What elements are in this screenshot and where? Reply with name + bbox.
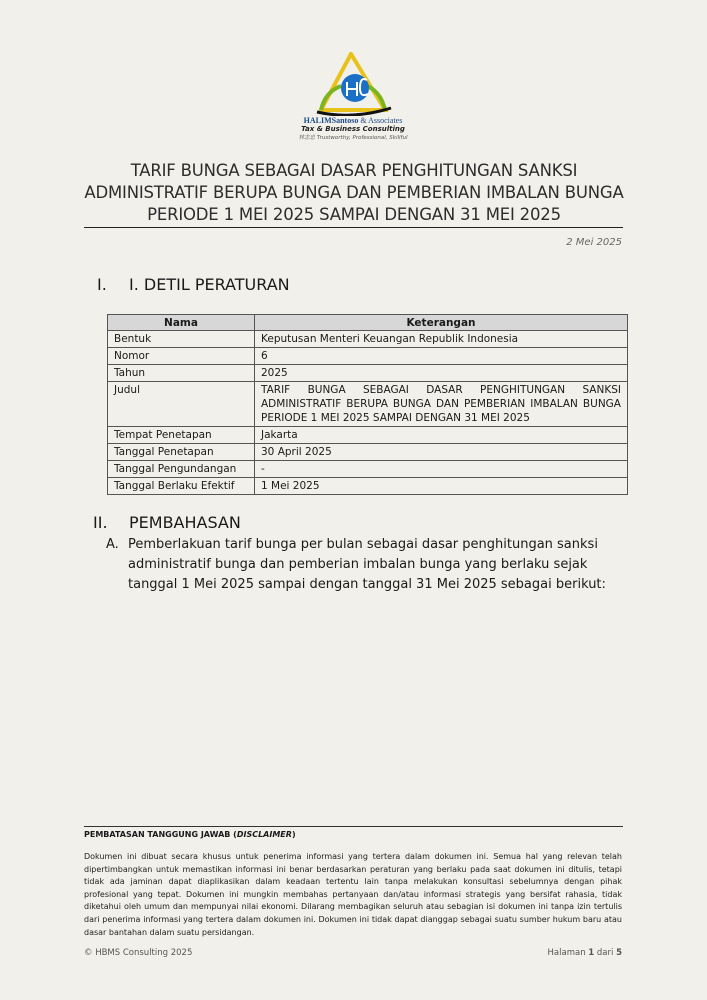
disclaimer-divider [84,826,623,827]
disclaimer-title-prefix: PEMBATASAN TANGGUNG JAWAB ( [84,830,237,839]
section-heading-1 [97,275,290,294]
section-title: PEMBAHASAN [129,513,241,532]
page-prefix: Halaman [547,948,589,958]
table-row [108,427,628,444]
row-value: 1 Mei 2025 [255,478,628,495]
title-line: ADMINISTRATIF BERUPA BUNGA DAN PEMBERIAN IMBALAN BUNGA [84,183,624,202]
title-divider [84,227,623,228]
table-row [108,444,628,461]
table-row [108,382,628,427]
table-row [108,365,628,382]
section-heading-2 [93,513,241,532]
regulation-details-table [107,314,628,495]
row-key: Judul [108,382,255,427]
table-header-row [108,315,628,331]
row-value: 6 [255,348,628,365]
row-value: 30 April 2025 [255,444,628,461]
document-date: 2 Mei 2025 [566,237,622,248]
row-value: TARIF BUNGA SEBAGAI DASAR PENGHITUNGAN SANKSI ADMINISTRATIF BERUPA BUNGA DAN PEMBERIAN IMBALAN BUNGA PERIODE 1 MEI 2025 SAMPAI DENGAN 31 MEI 2025 [255,382,628,427]
row-key: Tanggal Penetapan [108,444,255,461]
row-value: 2025 [255,365,628,382]
footer-copyright: © HBMS Consulting 2025 [84,948,193,958]
brand-assoc: & Associates [360,116,403,125]
brand-name: HALIMSantoso [303,116,359,125]
company-logo [283,52,423,150]
brand-motto: Trustworthy, Professional, Skillful [316,135,408,141]
page-current: 1 [588,948,595,958]
section-number: I. [97,275,107,294]
row-value: Jakarta [255,427,628,444]
column-header: Keterangan [255,315,628,331]
row-key: Bentuk [108,331,255,348]
section-number: II. [93,513,108,532]
row-key: Tahun [108,365,255,382]
page-total: 5 [616,948,622,958]
document-title [84,160,624,226]
row-key: Tanggal Pengundangan [108,461,255,478]
table-row [108,331,628,348]
brand-chinese: 林志忠 [298,135,315,141]
disclaimer-title [84,830,296,839]
row-value: Keputusan Menteri Keuangan Republik Indonesia [255,331,628,348]
brand-tagline: Tax & Business Consulting [301,125,405,133]
row-key: Nomor [108,348,255,365]
disclaimer-title-suffix: ) [291,830,296,839]
row-key: Tempat Penetapan [108,427,255,444]
footer-page-number [548,948,622,958]
list-item-text: Pemberlakuan tarif bunga per bulan sebagai dasar penghitungan sanksi administratif bunga dan pemberian imbalan bunga yang berlaku sejak tanggal 1 Mei 2025 sampai dengan tanggal 31 Mei 2025 sebagai berikut: [128,537,606,592]
title-line: PERIODE 1 MEI 2025 SAMPAI DENGAN 31 MEI 2025 [147,205,561,224]
row-value: - [255,461,628,478]
table-row [108,478,628,495]
list-item-a [106,535,623,595]
row-key: Tanggal Berlaku Efektif [108,478,255,495]
list-letter: A. [106,537,119,552]
table-row [108,461,628,478]
page-mid: dari [594,948,617,958]
section-title: I. DETIL PERATURAN [129,275,290,294]
column-header: Nama [108,315,255,331]
logo-emblem-icon [311,52,395,116]
disclaimer-title-italic: DISCLAIMER [236,830,292,839]
title-line: TARIF BUNGA SEBAGAI DASAR PENGHITUNGAN SANKSI [130,161,578,180]
table-row [108,348,628,365]
disclaimer-body: Dokumen ini dibuat secara khusus untuk penerima informasi yang tertera dalam dokumen ini. Semua hal yang relevan telah dipertimbangkan untuk memastikan informasi ini benar berdasarkan peraturan yang berlaku pada saat dokumen ini ditulis, tetapi tidak ada jaminan dapat diaplikasikan dalam keadaan tertentu lain tanpa melakukan konsultasi sebelumnya dengan pihak profesional yang tepat. Dokumen ini mungkin membahas pertanyaan dan/atau informasi strategis yang bersifat rahasia, tidak diketahui oleh umum dan mempunyai nilai ekonomi. Dilarang membagikan seluruh atau sebagian isi dokumen ini tanpa izin tertulis dari penerima informasi yang tertera dalam dokumen ini. Dokumen ini tidak dapat dianggap sebagai suatu sumber hukum baru atau dasar bantahan dalam suatu persidangan. [84,852,622,937]
